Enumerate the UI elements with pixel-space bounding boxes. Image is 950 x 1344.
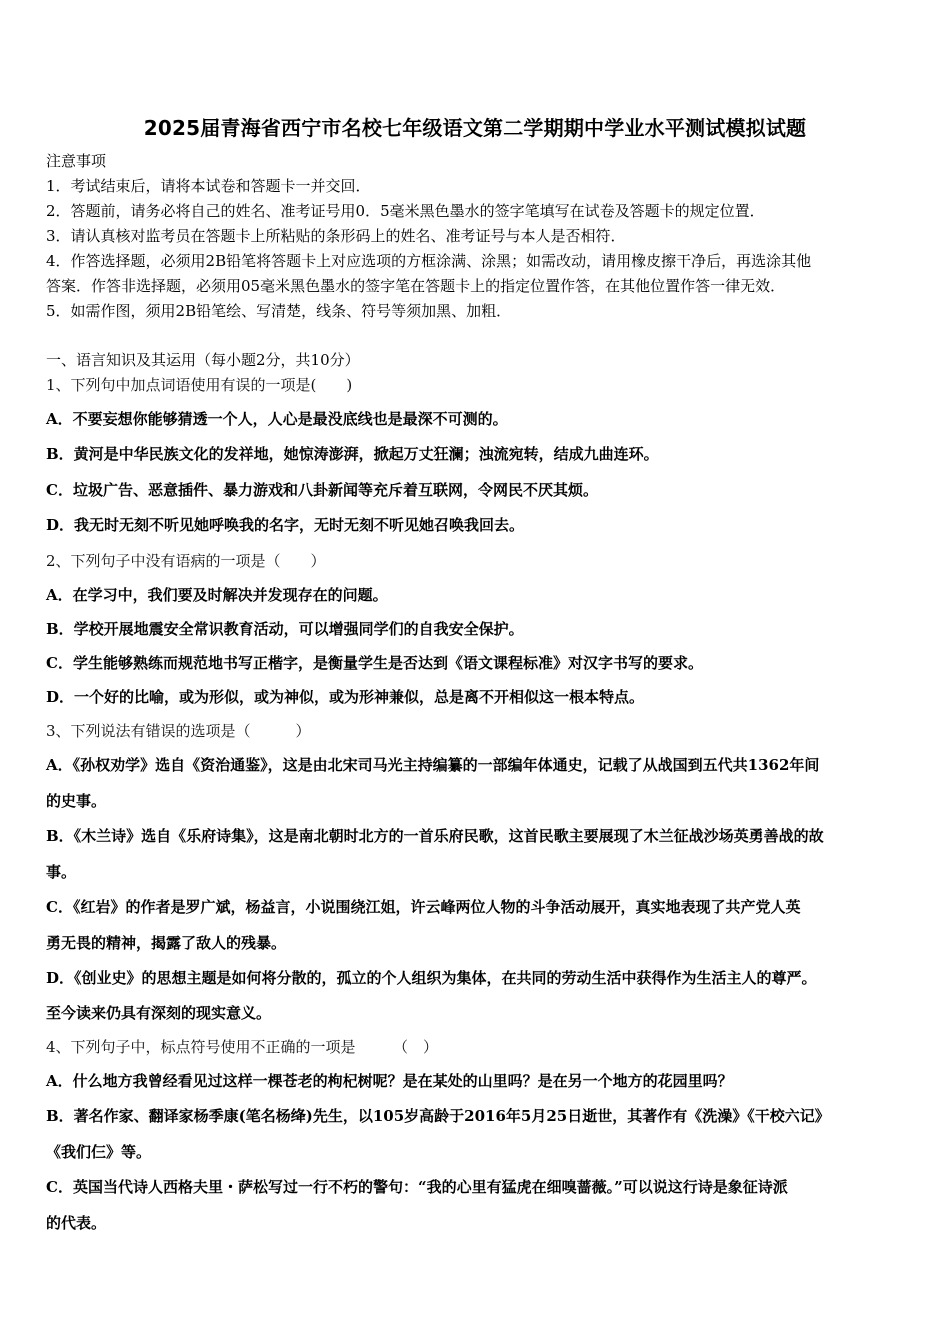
question-option: A．《孙权劝学》选自《资治通鉴》，这是由北宋司马光主持编纂的一部编年体通史，记载了从战国到五代共1362年间 xyxy=(46,756,820,774)
question-option: 《我们仨》等。 xyxy=(46,1143,152,1161)
question-option: 的代表。 xyxy=(46,1214,107,1232)
question-stem: 3、下列说法有错误的选项是（ ） xyxy=(46,722,311,740)
question-option: 至今读来仍具有深刻的现实意义。 xyxy=(46,1004,272,1022)
question-option: A．什么地方我曾经看见过这样一棵苍老的枸杞树呢？是在某处的山里吗？是在另一个地方的花园里吗？ xyxy=(46,1072,733,1090)
question-option: B．著名作家、翻译家杨季康(笔名杨绛)先生，以105岁高龄于2016年5月25日逝世，其著作有《洗澡》《干校六记》 xyxy=(46,1107,830,1125)
section-heading: 一、语言知识及其运用（每小题2分，共10分） xyxy=(46,351,360,369)
notice-item: 答案．作答非选择题，必须用05毫米黑色墨水的签字笔在答题卡上的指定位置作答，在其他位置作答一律无效． xyxy=(46,277,786,295)
question-option: B．学校开展地震安全常识教育活动，可以增强同学们的自我安全保护。 xyxy=(46,620,524,638)
notice-item: 4．作答选择题，必须用2B铅笔将答题卡上对应选项的方框涂满、涂黑；如需改动，请用橡皮擦干净后，再选涂其他 xyxy=(46,252,812,270)
notice-heading: 注意事项 xyxy=(46,152,107,170)
question-stem: 1、下列句中加点词语使用有误的一项是( ) xyxy=(46,376,353,394)
question-stem: 4、下列句子中，标点符号使用不正确的一项是 （ ） xyxy=(46,1038,439,1056)
notice-item: 2．答题前，请务必将自己的姓名、准考证号用0．5毫米黑色墨水的签字笔填写在试卷及答题卡的规定位置． xyxy=(46,202,765,220)
page-title: 2025届青海省西宁市名校七年级语文第二学期期中学业水平测试模拟试题 xyxy=(143,116,807,140)
question-option: D．《创业史》的思想主题是如何将分散的，孤立的个人组织为集体，在共同的劳动生活中获得作为生活主人的尊严。 xyxy=(46,969,817,987)
question-option: B．黄河是中华民族文化的发祥地，她惊涛澎湃，掀起万丈狂澜；浊流宛转，结成九曲连环。 xyxy=(46,445,659,463)
question-option: C．垃圾广告、恶意插件、暴力游戏和八卦新闻等充斥着互联网，令网民不厌其烦。 xyxy=(46,481,598,499)
notice-item: 5．如需作图，须用2B铅笔绘、写清楚，线条、符号等须加黑、加粗． xyxy=(46,302,512,320)
question-option: A．在学习中，我们要及时解决并发现存在的问题。 xyxy=(46,586,388,604)
question-option: 事。 xyxy=(46,863,77,881)
notice-item: 3．请认真核对监考员在答题卡上所粘贴的条形码上的姓名、准考证号与本人是否相符． xyxy=(46,227,626,245)
notice-item: 1．考试结束后，请将本试卷和答题卡一并交回． xyxy=(46,177,371,195)
question-option: A．不要妄想你能够猜透一个人，人心是最没底线也是最深不可测的。 xyxy=(46,410,508,428)
question-option: B．《木兰诗》选自《乐府诗集》，这是南北朝时北方的一首乐府民歌，这首民歌主要展现了木兰征战沙场英勇善战的故 xyxy=(46,827,824,845)
question-option: 的史事。 xyxy=(46,792,107,810)
question-option: D．我无时无刻不听见她呼唤我的名字，无时无刻不听见她召唤我回去。 xyxy=(46,516,525,534)
question-stem: 2、下列句子中没有语病的一项是（ ） xyxy=(46,552,326,570)
question-option: C．《红岩》的作者是罗广斌，杨益言，小说围绕江姐，许云峰两位人物的斗争活动展开，真实地表现了共产党人英 xyxy=(46,898,801,916)
question-option: 勇无畏的精神，揭露了敌人的残暴。 xyxy=(46,934,287,952)
question-option: C．英国当代诗人西格夫里・萨松写过一行不朽的警句：“我的心里有猛虎在细嗅蔷薇。”可以说这行诗是象征诗派 xyxy=(46,1178,788,1196)
question-option: D．一个好的比喻，或为形似，或为神似，或为形神兼似，总是离不开相似这一根本特点。 xyxy=(46,688,645,706)
question-option: C．学生能够熟练而规范地书写正楷字，是衡量学生是否达到《语文课程标准》对汉字书写的要求。 xyxy=(46,654,703,672)
